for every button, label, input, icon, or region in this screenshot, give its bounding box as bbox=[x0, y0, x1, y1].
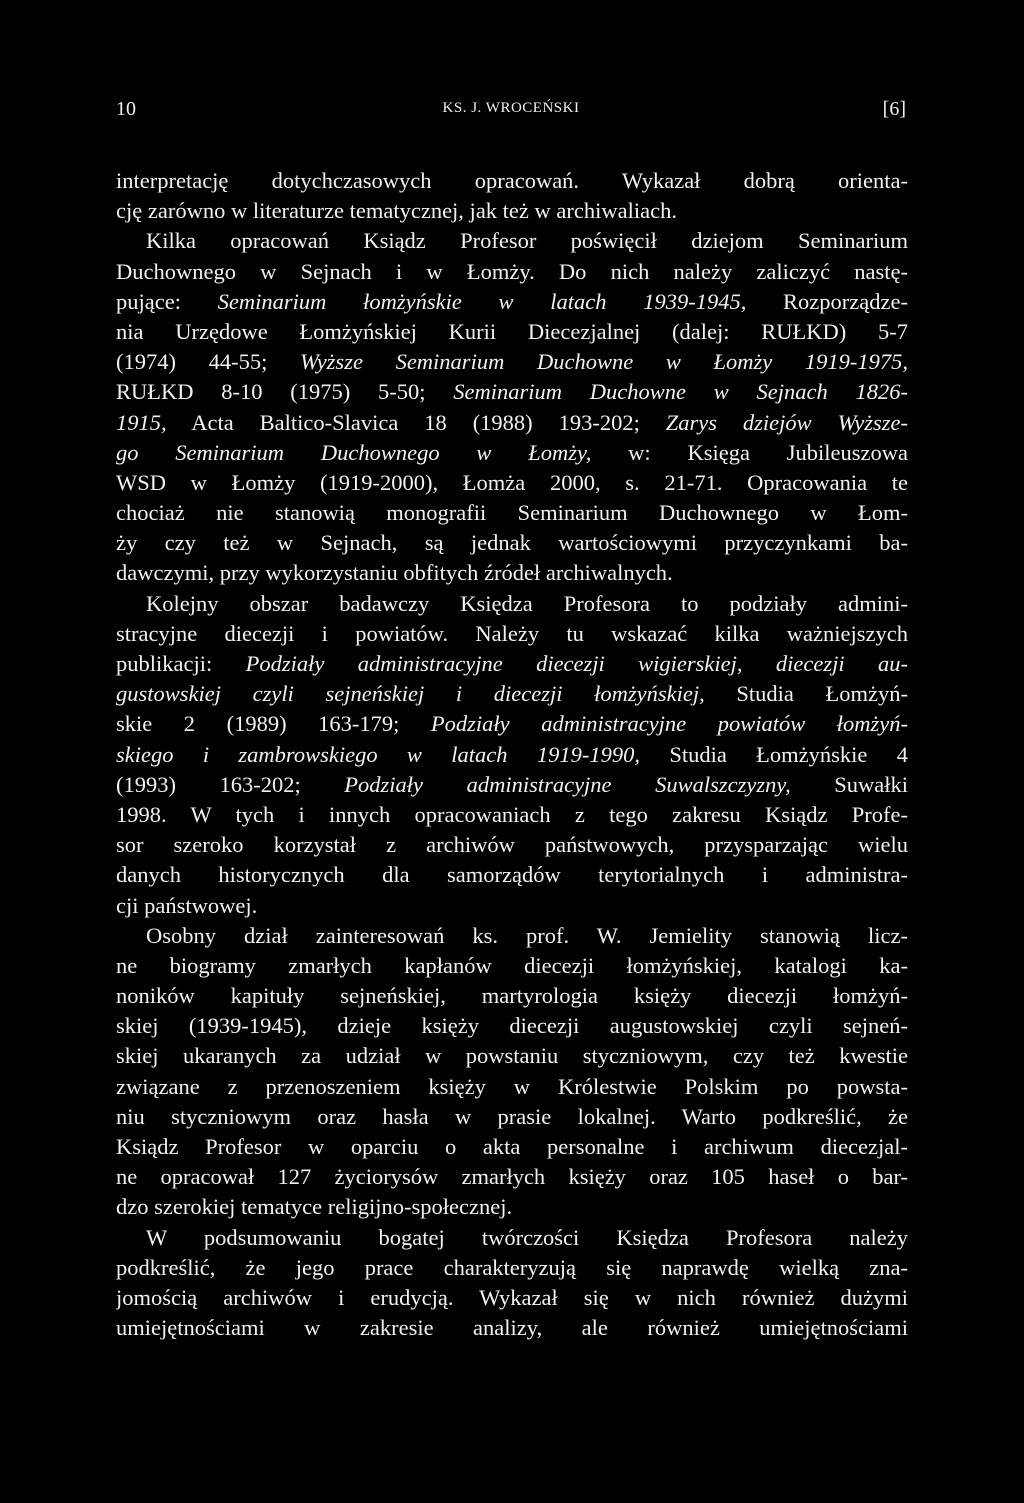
text-line: niu styczniowym oraz hasła w prasie lokalnej. Warto podkreślić, że bbox=[116, 1103, 908, 1129]
text-line: danych historycznych dla samorządów terytorialnych i administra- bbox=[116, 862, 908, 888]
running-head-author: KS. J. WROCEŃSKI bbox=[442, 100, 580, 116]
text-line: (1974) 44-55; Wyższe Seminarium Duchowne w Łomży 1919-1975, bbox=[116, 349, 908, 375]
text-line: Osobny dział zainteresowań ks. prof. W. Jemielity stanowią licz- bbox=[146, 922, 908, 948]
text-line: cji państwowej. bbox=[116, 892, 258, 918]
text-line: noników kapituły sejneńskiej, martyrologia księży diecezji łomżyń- bbox=[116, 983, 908, 1009]
text-line: skiej (1939-1945), dzieje księży diecezji augustowskiej czyli sejneń- bbox=[116, 1013, 908, 1039]
text-line: Ksiądz Profesor w oparciu o akta personalne i archiwum diecezjal- bbox=[116, 1134, 908, 1159]
text-line: Duchownego w Sejnach i w Łomży. Do nich należy zaliczyć nastę- bbox=[116, 258, 908, 284]
text-line: podkreślić, że jego prace charakteryzują się naprawdę wielką zna- bbox=[116, 1254, 908, 1280]
text-line: sor szeroko korzystał z archiwów państwowych, przysparzając wielu bbox=[116, 832, 908, 858]
text-line: cję zarówno w literaturze tematycznej, jak też w archiwaliach. bbox=[116, 198, 677, 224]
running-head bbox=[116, 98, 906, 128]
text-line: gustowskiej czyli sejneńskiej i diecezji łomżyńskiej, Studia Łomżyń- bbox=[116, 681, 908, 707]
text-line: skie 2 (1989) 163-179; Podziały administracyjne powiatów łomżyń- bbox=[116, 711, 908, 737]
text-line: publikacji: Podziały administracyjne diecezji wigierskiej, diecezji au- bbox=[116, 651, 908, 676]
text-line: ne biogramy zmarłych kapłanów diecezji łomżyńskiej, katalogi ka- bbox=[116, 952, 908, 978]
page-number: 10 bbox=[116, 98, 136, 120]
text-line: stracyjne diecezji i powiatów. Należy tu wskazać kilka ważniejszych bbox=[116, 620, 908, 646]
text-line: dzo szerokiej tematyce religijno-społecznej. bbox=[116, 1194, 513, 1220]
text-line: RUŁKD 8-10 (1975) 5-50; Seminarium Duchowne w Sejnach 1826- bbox=[116, 379, 908, 405]
text-line: W podsumowaniu bogatej twórczości Księdza Profesora należy bbox=[146, 1224, 908, 1250]
text-line: go Seminarium Duchownego w Łomży, w: Księga Jubileuszowa bbox=[116, 439, 908, 465]
text-line: dawczymi, przy wykorzystaniu obfitych źródeł archiwalnych. bbox=[116, 560, 673, 586]
body-text bbox=[116, 166, 908, 1343]
text-line: nia Urzędowe Łomżyńskiej Kurii Diecezjalnej (dalej: RUŁKD) 5-7 bbox=[116, 318, 908, 344]
text-line: 1998. W tych i innych opracowaniach z tego zakresu Ksiądz Profe- bbox=[116, 801, 908, 827]
text-line: ży czy też w Sejnach, są jednak wartościowymi przyczynkami ba- bbox=[116, 530, 908, 556]
text-line: pujące: Seminarium łomżyńskie w latach 1939-1945, Rozporządze- bbox=[116, 288, 908, 314]
section-number: [6] bbox=[882, 98, 906, 120]
text-line: związane z przenoszeniem księży w Królestwie Polskim po powsta- bbox=[116, 1073, 908, 1099]
text-line: (1993) 163-202; Podziały administracyjne Suwalszczyzny, Suwałki bbox=[116, 771, 908, 797]
text-line: interpretację dotychczasowych opracowań. Wykazał dobrą orienta- bbox=[116, 168, 908, 193]
text-line: Kilka opracowań Ksiądz Profesor poświęcił dziejom Seminarium bbox=[146, 228, 908, 254]
text-line: umiejętnościami w zakresie analizy, ale również umiejętnościami bbox=[116, 1315, 908, 1341]
text-line: ne opracował 127 życiorysów zmarłych księży oraz 105 haseł o bar- bbox=[116, 1164, 908, 1190]
text-line: skiej ukaranych za udział w powstaniu styczniowym, czy też kwestie bbox=[116, 1043, 908, 1069]
text-line: chociaż nie stanowią monografii Seminarium Duchownego w Łom- bbox=[116, 500, 908, 526]
text-line: jomością archiwów i erudycją. Wykazał się w nich również dużymi bbox=[116, 1284, 908, 1310]
text-line: skiego i zambrowskiego w latach 1919-1990, Studia Łomżyńskie 4 bbox=[116, 741, 908, 767]
text-line: WSD w Łomży (1919-2000), Łomża 2000, s. 21-71. Opracowania te bbox=[116, 469, 908, 495]
text-line: Kolejny obszar badawczy Księdza Profesora to podziały admini- bbox=[146, 590, 908, 616]
text-line: 1915, Acta Baltico-Slavica 18 (1988) 193-202; Zarys dziejów Wyższe- bbox=[116, 409, 908, 435]
